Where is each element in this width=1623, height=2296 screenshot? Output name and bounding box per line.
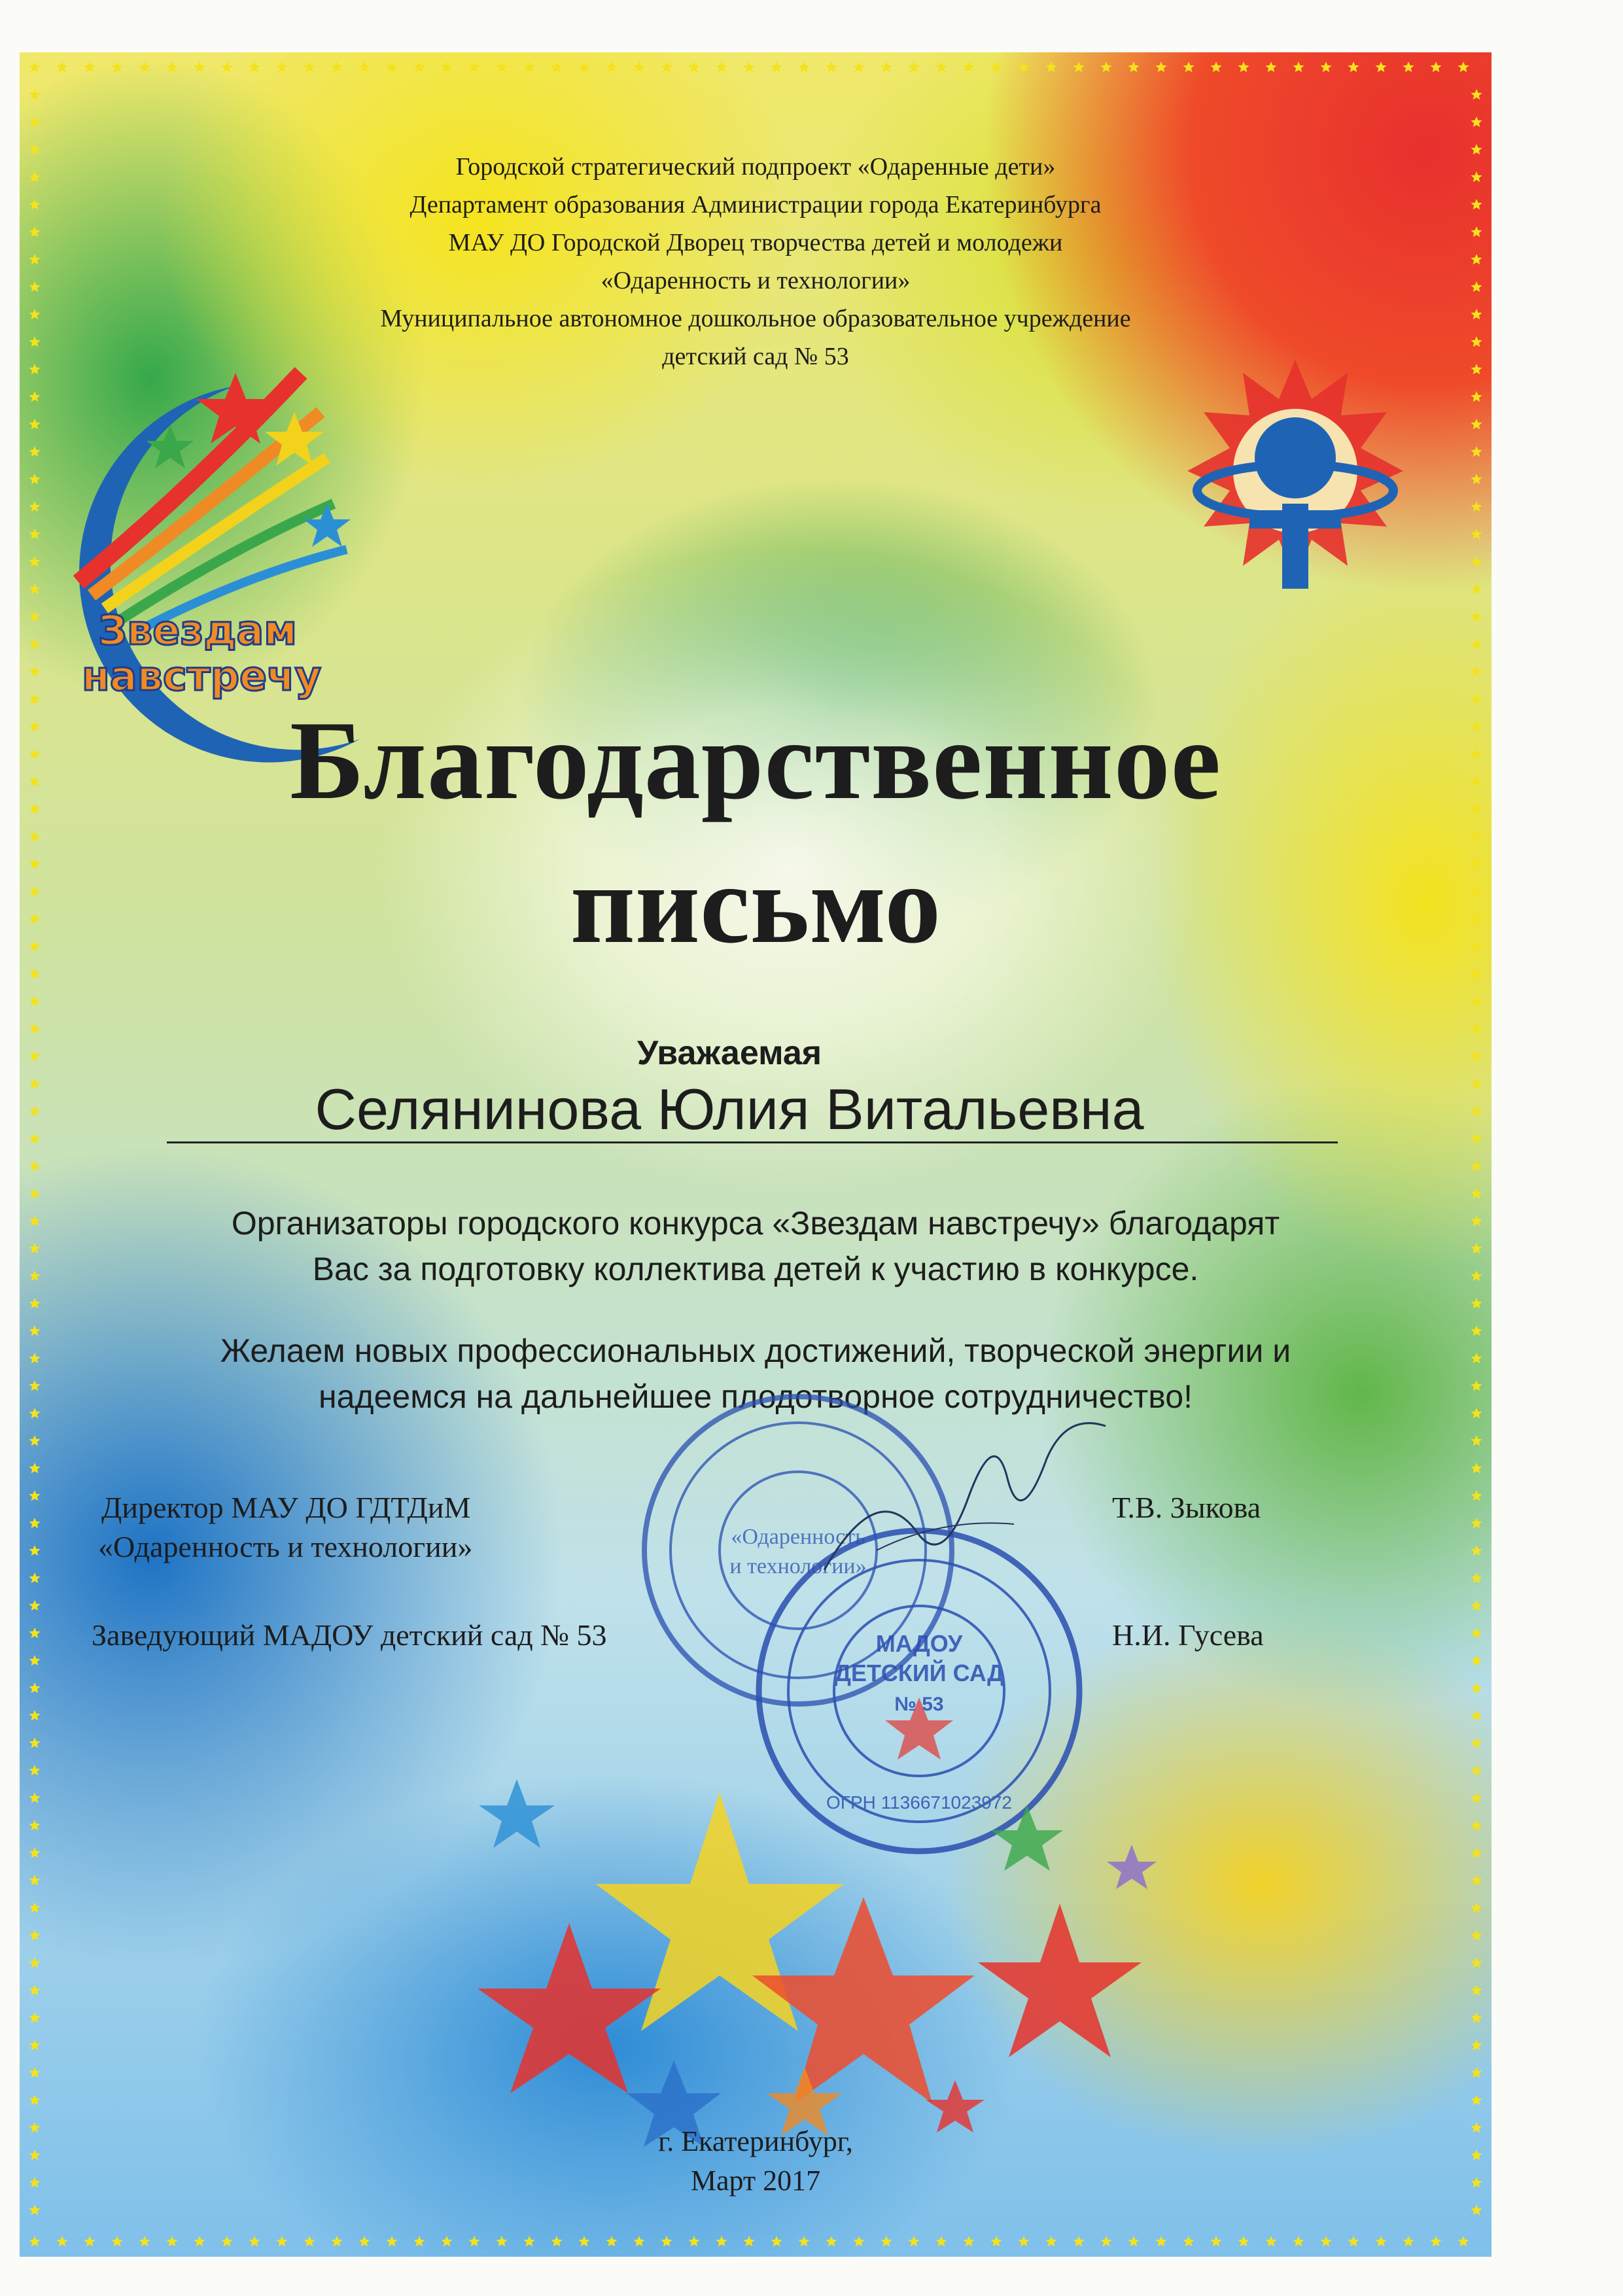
logo-text-line1: Звездам bbox=[98, 606, 297, 654]
body-paragraph-1-line-2: Вас за подготовку коллектива детей к участию в конкурсе. bbox=[312, 1251, 1199, 1287]
director-title-line-1: Директор МАУ ДО ГДТДиМ bbox=[101, 1491, 471, 1524]
stamp2-text-line3: № 53 bbox=[894, 1694, 944, 1715]
director-title-line-2: «Одаренность и технологии» bbox=[98, 1530, 473, 1563]
body-paragraph-1-line-1: Организаторы городского конкурса «Звездам навстречу» благодарят bbox=[231, 1205, 1280, 1242]
title-line-1: Благодарственное bbox=[289, 699, 1222, 823]
title-line-2: письмо bbox=[570, 843, 941, 967]
logo-text-line2: навстречу bbox=[82, 652, 322, 700]
head-title: Заведующий МАДОУ детский сад № 53 bbox=[92, 1618, 607, 1652]
header-line-2: Департамент образования Администрации города Екатеринбурга bbox=[410, 191, 1102, 218]
head-name: Н.И. Гусева bbox=[1112, 1618, 1264, 1652]
certificate-sheet bbox=[20, 52, 1492, 2257]
stamp2-text-line2: ДЕТСКИЙ САД bbox=[834, 1660, 1004, 1686]
header-line-6: детский сад № 53 bbox=[662, 343, 849, 370]
body-paragraph-2-line-1: Желаем новых профессиональных достижений, творческой энергии и bbox=[220, 1332, 1291, 1369]
header-line-1: Городской стратегический подпроект «Одаренные дети» bbox=[455, 153, 1056, 181]
sun-figure-logo bbox=[1178, 353, 1413, 628]
salutation: Уважаемая bbox=[637, 1034, 822, 1072]
stamp2-ogrn: ОГРН 1136671023972 bbox=[826, 1792, 1012, 1813]
recipient-name: Селянинова Юлия Витальевна bbox=[315, 1077, 1144, 1141]
body-paragraph-2-line-2: надеемся на дальнейшее плодотворное сотрудничество! bbox=[318, 1378, 1193, 1415]
footer-date: Март 2017 bbox=[690, 2165, 821, 2197]
name-underline bbox=[167, 1141, 1338, 1143]
stamp1-text-line2: и технологии» bbox=[729, 1554, 867, 1578]
stamp2-text-line1: МАДОУ bbox=[875, 1630, 963, 1657]
stamp1-text-line1: «Одаренность bbox=[731, 1525, 865, 1549]
handwritten-signature bbox=[798, 1400, 1125, 1596]
director-name: Т.В. Зыкова bbox=[1112, 1491, 1261, 1524]
header-line-5: Муниципальное автономное дошкольное образовательное учреждение bbox=[380, 305, 1131, 332]
decorative-stars-cluster bbox=[438, 1753, 1191, 2185]
header-line-4: «Одаренность и технологии» bbox=[601, 267, 911, 294]
footer-city: г. Екатеринбург, bbox=[658, 2125, 853, 2157]
header-line-3: МАУ ДО Городской Дворец творчества детей и молодежи bbox=[448, 229, 1063, 256]
